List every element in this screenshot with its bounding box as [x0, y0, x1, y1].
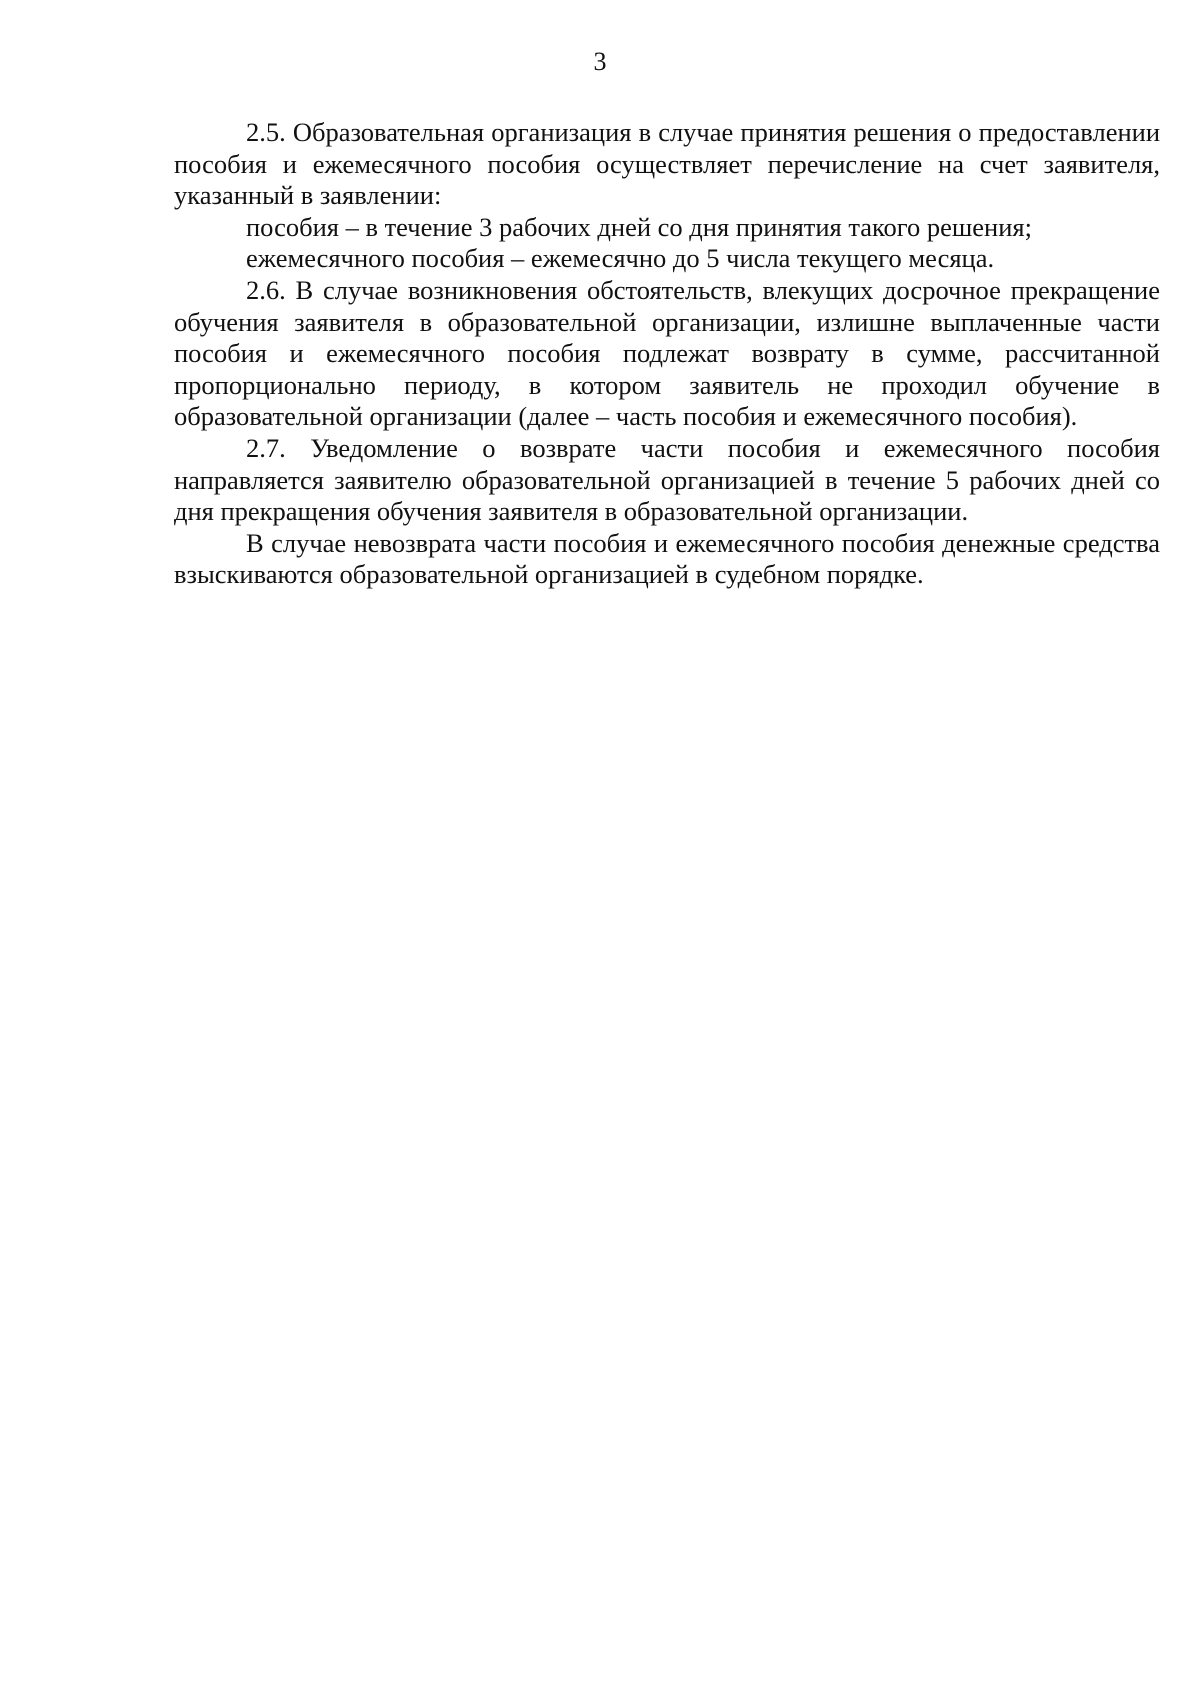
document-body	[174, 117, 1160, 591]
paragraph-2-5: 2.5. Образовательная организация в случае принятия решения о предоставлении пособия и ежемесячного пособия осуществляет перечисление на счет заявителя, указанный в заявлении:	[174, 117, 1160, 211]
paragraph-2-7-continuation: В случае невозврата части пособия и ежемесячного пособия денежные средства взыскиваются образовательной организацией в судебном порядке.	[174, 527, 1160, 590]
page-number: 3	[593, 47, 607, 76]
paragraph-2-7: 2.7. Уведомление о возврате части пособия и ежемесячного пособия направляется заявителю образовательной организацией в течение 5 рабочих дней со дня прекращения обучения заявителя в образовательной организации.	[174, 432, 1160, 527]
paragraph-2-5-item-benefit: пособия – в течение 3 рабочих дней со дня принятия такого решения;	[246, 211, 1032, 242]
paragraph-2-6: 2.6. В случае возникновения обстоятельств, влекущих досрочное прекращение обучения заявителя в образовательной организации, излишне выплаченные части пособия и ежемесячного пособия подлежат возврату в сумме, рассчитанной пропорционально периоду, в котором заявитель не проходил обучение в образовательной организации (далее – часть пособия и ежемесячного пособия).	[174, 274, 1160, 432]
paragraph-2-5-item-monthly: ежемесячного пособия – ежемесячно до 5 числа текущего месяца.	[246, 243, 995, 274]
